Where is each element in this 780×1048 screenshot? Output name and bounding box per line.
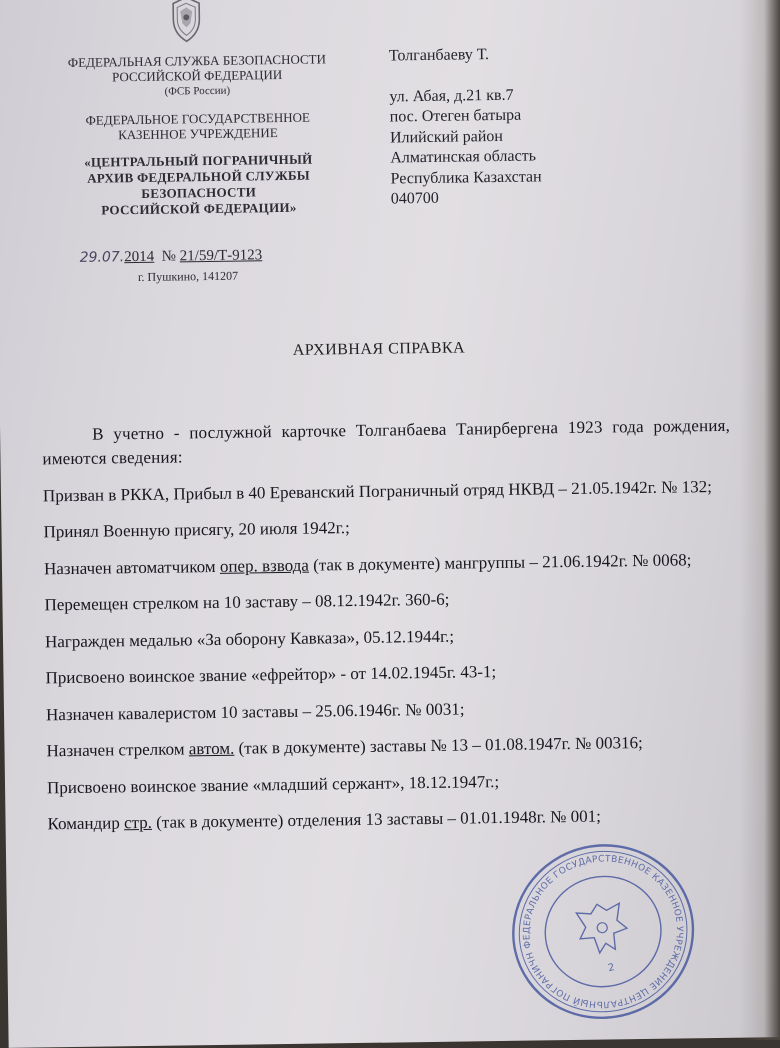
entry-paragraph: Перемещен стрелком на 10 заставу – 08.12.1942г. 360-6; bbox=[44, 589, 450, 615]
entry-paragraph: Присвоено воинское звание «ефрейтор» - от 14.02.1945г. 43-1; bbox=[45, 662, 497, 688]
address-line: Алматинская область bbox=[390, 147, 537, 167]
recipient-name: Толганбаеву Т. bbox=[388, 46, 490, 65]
document-number: 21/59/Т-9123 bbox=[179, 247, 263, 265]
eagle-emblem-icon bbox=[574, 899, 631, 956]
address-line: Илийский район bbox=[389, 127, 504, 146]
institution-line: КАЗЕННОЕ УЧРЕЖДЕНИЕ bbox=[118, 125, 278, 143]
fsb-emblem-icon bbox=[166, 0, 207, 46]
official-seal-stamp bbox=[506, 838, 701, 1025]
institution-line: ФЕДЕРАЛЬНОЕ ГОСУДАРСТВЕННОЕ bbox=[85, 109, 310, 128]
entry-paragraph: Назначен автоматчиком опер. взвода (так в документе) мангруппы – 21.06.1942г. № 0068; bbox=[43, 549, 692, 578]
stamp-ring-text: ФЕДЕРАЛЬНОЕ ГОСУДАРСТВЕННОЕ КАЗЕННОЕ УЧРЕЖДЕНИЕ ЦЕНТРАЛЬНЫЙ ПОГРАНИЧНЫЙ bbox=[522, 854, 684, 1009]
paper-edge-shadow bbox=[740, 0, 780, 1040]
entry-paragraph: Командир стр. (так в документе) отделения 13 заставы – 01.01.1948г. № 001; bbox=[47, 806, 602, 834]
underlined-term: стр. bbox=[123, 812, 153, 833]
underlined-term: опер. взвода bbox=[219, 555, 310, 576]
entry-paragraph: Назначен стрелком автом. (так в документе) заставы № 13 – 01.08.1947г. № 00316; bbox=[46, 733, 643, 761]
sender-block bbox=[37, 51, 359, 219]
agency-line: ФЕДЕРАЛЬНАЯ СЛУЖБА БЕЗОПАСНОСТИ bbox=[67, 51, 327, 70]
recipient-block bbox=[389, 44, 542, 210]
intro-paragraph: В учетно - послужной карточке Толганбаева Танирбергена 1923 года рождения, имеются сведения: bbox=[42, 415, 731, 469]
sender-place: г. Пушкино, 141207 bbox=[137, 268, 239, 285]
archive-line: БЕЗОПАСНОСТИ bbox=[141, 184, 257, 201]
agency-line: РОССИЙСКОЙ ФЕДЕРАЦИИ bbox=[111, 66, 283, 85]
svg-text:ФЕДЕРАЛЬНОЕ ГОСУДАРСТВЕННОЕ КА bbox=[506, 838, 699, 1025]
address-line: ул. Абая, д.21 кв.7 bbox=[389, 86, 514, 105]
address-line: 040700 bbox=[390, 189, 439, 208]
entry-paragraph: Награжден медалью «За оборону Кавказа», 05.12.1944г.; bbox=[44, 626, 455, 651]
document-title: АРХИВНАЯ СПРАВКА bbox=[292, 339, 466, 359]
entry-paragraph: Присвоено воинское звание «младший сержант», 18.12.1947г.; bbox=[46, 771, 500, 797]
registration-line bbox=[80, 247, 263, 267]
underlined-term: автом. bbox=[188, 738, 235, 759]
entry-paragraph: Принял Военную присягу, 20 июля 1942г.; bbox=[43, 518, 350, 542]
archive-line: РОССИЙСКОЙ ФЕДЕРАЦИИ» bbox=[101, 199, 297, 218]
entry-paragraph: Назначен кавалеристом 10 заставы – 25.06.1946г. № 0031; bbox=[45, 699, 465, 724]
archive-line: «ЦЕНТРАЛЬНЫЙ ПОГРАНИЧНЫЙ bbox=[84, 151, 313, 170]
stamp-number: 2 bbox=[607, 962, 616, 975]
address-line: пос. Отеген батыра bbox=[389, 106, 522, 126]
agency-short: (ФСБ России) bbox=[164, 84, 231, 98]
archive-line: АРХИВ ФЕДЕРАЛЬНОЙ СЛУЖБЫ bbox=[87, 167, 311, 186]
handwritten-date: 29.07. bbox=[79, 249, 125, 266]
number-sign: № bbox=[161, 248, 177, 265]
date-year: 2014 bbox=[124, 248, 155, 266]
entry-paragraph: Призван в РККА, Прибыл в 40 Ереванский Пограничный отряд НКВД – 21.05.1942г. № 132; bbox=[42, 476, 713, 505]
document-body bbox=[42, 414, 736, 849]
address-line: Республика Казахстан bbox=[390, 167, 542, 187]
